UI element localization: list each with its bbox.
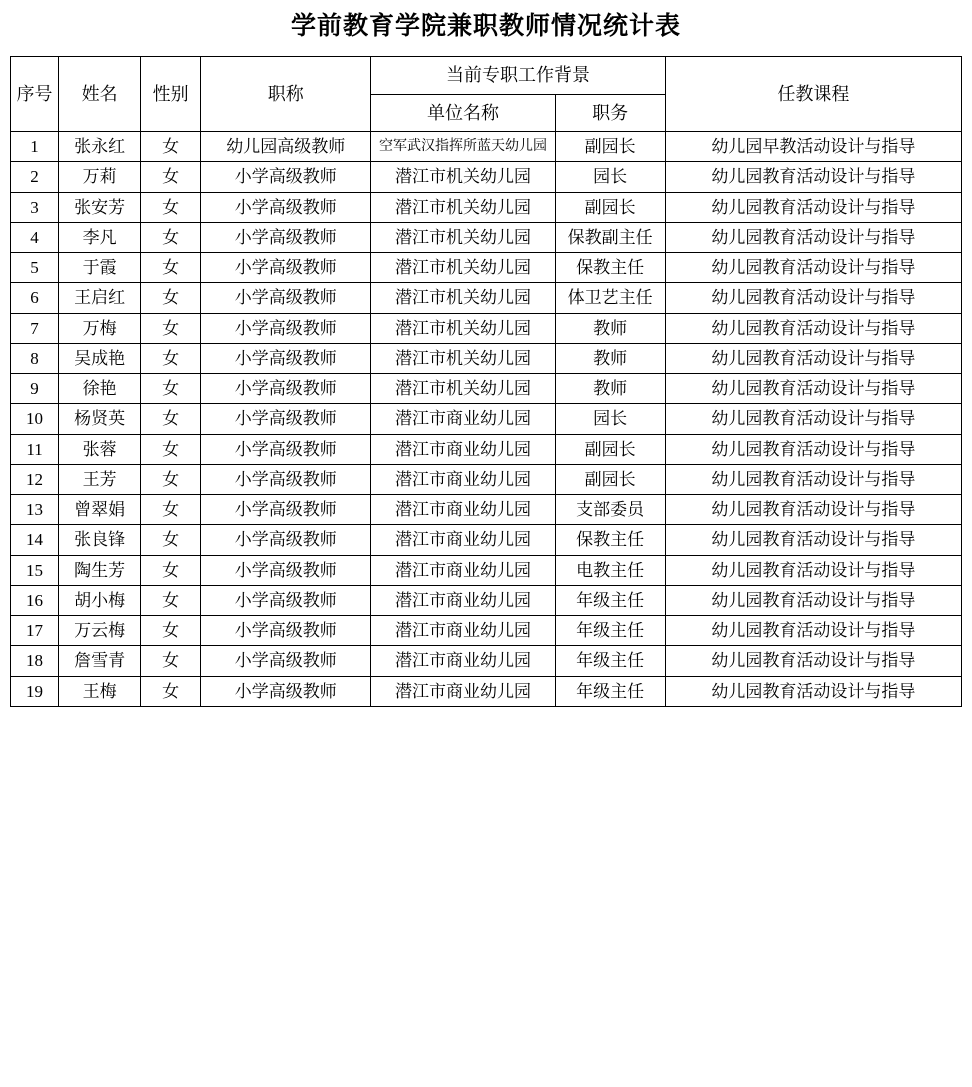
table-row xyxy=(11,464,962,494)
cell-position: 园长 xyxy=(555,404,665,434)
cell-course: 幼儿园教育活动设计与指导 xyxy=(665,283,961,313)
cell-unit: 潜江市商业幼儿园 xyxy=(371,555,555,585)
table-body xyxy=(11,132,962,707)
cell-unit: 潜江市机关幼儿园 xyxy=(371,162,555,192)
cell-index: 15 xyxy=(11,555,59,585)
cell-name: 陶生芳 xyxy=(59,555,141,585)
cell-job-title: 小学高级教师 xyxy=(201,162,371,192)
cell-position: 园长 xyxy=(555,162,665,192)
cell-course: 幼儿园教育活动设计与指导 xyxy=(665,343,961,373)
cell-index: 17 xyxy=(11,616,59,646)
cell-unit: 潜江市机关幼儿园 xyxy=(371,313,555,343)
cell-name: 吴成艳 xyxy=(59,343,141,373)
cell-job-title: 小学高级教师 xyxy=(201,192,371,222)
cell-index: 19 xyxy=(11,676,59,706)
cell-gender: 女 xyxy=(141,374,201,404)
cell-index: 11 xyxy=(11,434,59,464)
table-row xyxy=(11,555,962,585)
cell-gender: 女 xyxy=(141,313,201,343)
cell-job-title: 小学高级教师 xyxy=(201,313,371,343)
cell-course: 幼儿园教育活动设计与指导 xyxy=(665,162,961,192)
column-header-background-group: 当前专职工作背景 xyxy=(371,57,665,95)
cell-index: 14 xyxy=(11,525,59,555)
table-row xyxy=(11,253,962,283)
cell-course: 幼儿园教育活动设计与指导 xyxy=(665,374,961,404)
cell-unit: 潜江市机关幼儿园 xyxy=(371,374,555,404)
cell-position: 副园长 xyxy=(555,132,665,162)
cell-gender: 女 xyxy=(141,616,201,646)
cell-unit: 潜江市机关幼儿园 xyxy=(371,222,555,252)
cell-index: 6 xyxy=(11,283,59,313)
cell-index: 3 xyxy=(11,192,59,222)
cell-gender: 女 xyxy=(141,253,201,283)
cell-unit: 潜江市商业幼儿园 xyxy=(371,585,555,615)
cell-name: 詹雪青 xyxy=(59,646,141,676)
table-header-row-1 xyxy=(11,57,962,95)
cell-position: 年级主任 xyxy=(555,676,665,706)
cell-position: 保教副主任 xyxy=(555,222,665,252)
cell-index: 16 xyxy=(11,585,59,615)
table-row xyxy=(11,585,962,615)
cell-unit xyxy=(371,132,555,162)
cell-course: 幼儿园教育活动设计与指导 xyxy=(665,555,961,585)
column-header-name: 姓名 xyxy=(59,57,141,132)
cell-gender: 女 xyxy=(141,283,201,313)
cell-unit: 潜江市商业幼儿园 xyxy=(371,404,555,434)
cell-name: 徐艳 xyxy=(59,374,141,404)
cell-name: 张永红 xyxy=(59,132,141,162)
cell-gender: 女 xyxy=(141,525,201,555)
table-row xyxy=(11,283,962,313)
cell-gender: 女 xyxy=(141,222,201,252)
cell-name: 王梅 xyxy=(59,676,141,706)
cell-text: 空军武汉指挥所蓝天幼儿园 xyxy=(378,138,547,154)
cell-course: 幼儿园教育活动设计与指导 xyxy=(665,616,961,646)
cell-job-title: 小学高级教师 xyxy=(201,404,371,434)
cell-index: 8 xyxy=(11,343,59,373)
cell-position: 支部委员 xyxy=(555,495,665,525)
cell-course: 幼儿园教育活动设计与指导 xyxy=(665,404,961,434)
cell-position: 副园长 xyxy=(555,434,665,464)
table-row xyxy=(11,192,962,222)
table-row xyxy=(11,404,962,434)
cell-name: 王启红 xyxy=(59,283,141,313)
cell-index: 18 xyxy=(11,646,59,676)
cell-job-title: 小学高级教师 xyxy=(201,525,371,555)
cell-gender: 女 xyxy=(141,132,201,162)
table-row xyxy=(11,525,962,555)
cell-course: 幼儿园教育活动设计与指导 xyxy=(665,222,961,252)
cell-index: 1 xyxy=(11,132,59,162)
cell-job-title: 幼儿园高级教师 xyxy=(201,132,371,162)
cell-index: 13 xyxy=(11,495,59,525)
page-title: 学前教育学院兼职教师情况统计表 xyxy=(290,13,681,40)
cell-unit: 潜江市商业幼儿园 xyxy=(371,676,555,706)
cell-index: 7 xyxy=(11,313,59,343)
cell-position: 副园长 xyxy=(555,464,665,494)
cell-gender: 女 xyxy=(141,646,201,676)
cell-job-title: 小学高级教师 xyxy=(201,676,371,706)
cell-gender: 女 xyxy=(141,404,201,434)
cell-unit: 潜江市商业幼儿园 xyxy=(371,646,555,676)
cell-unit: 潜江市商业幼儿园 xyxy=(371,464,555,494)
cell-job-title: 小学高级教师 xyxy=(201,253,371,283)
column-header-job-title: 职称 xyxy=(201,57,371,132)
cell-job-title: 小学高级教师 xyxy=(201,646,371,676)
cell-course: 幼儿园教育活动设计与指导 xyxy=(665,192,961,222)
cell-course: 幼儿园教育活动设计与指导 xyxy=(665,464,961,494)
cell-position: 副园长 xyxy=(555,192,665,222)
cell-job-title: 小学高级教师 xyxy=(201,374,371,404)
cell-job-title: 小学高级教师 xyxy=(201,434,371,464)
cell-job-title: 小学高级教师 xyxy=(201,616,371,646)
cell-position: 年级主任 xyxy=(555,646,665,676)
table-row xyxy=(11,434,962,464)
cell-gender: 女 xyxy=(141,585,201,615)
cell-position: 年级主任 xyxy=(555,585,665,615)
cell-index: 9 xyxy=(11,374,59,404)
column-header-course: 任教课程 xyxy=(665,57,961,132)
cell-unit: 潜江市商业幼儿园 xyxy=(371,495,555,525)
cell-gender: 女 xyxy=(141,343,201,373)
cell-name: 张安芳 xyxy=(59,192,141,222)
cell-name: 万莉 xyxy=(59,162,141,192)
cell-position: 教师 xyxy=(555,313,665,343)
cell-gender: 女 xyxy=(141,434,201,464)
cell-gender: 女 xyxy=(141,495,201,525)
cell-position: 年级主任 xyxy=(555,616,665,646)
cell-job-title: 小学高级教师 xyxy=(201,585,371,615)
cell-job-title: 小学高级教师 xyxy=(201,283,371,313)
cell-job-title: 小学高级教师 xyxy=(201,495,371,525)
table-row xyxy=(11,132,962,162)
cell-index: 5 xyxy=(11,253,59,283)
cell-unit: 潜江市商业幼儿园 xyxy=(371,616,555,646)
cell-index: 4 xyxy=(11,222,59,252)
cell-name: 于霞 xyxy=(59,253,141,283)
cell-gender: 女 xyxy=(141,676,201,706)
table-row xyxy=(11,374,962,404)
cell-course: 幼儿园教育活动设计与指导 xyxy=(665,434,961,464)
cell-unit: 潜江市机关幼儿园 xyxy=(371,253,555,283)
table-row xyxy=(11,676,962,706)
cell-course: 幼儿园教育活动设计与指导 xyxy=(665,495,961,525)
cell-name: 万梅 xyxy=(59,313,141,343)
cell-job-title: 小学高级教师 xyxy=(201,464,371,494)
cell-position: 教师 xyxy=(555,374,665,404)
table-row xyxy=(11,616,962,646)
cell-course: 幼儿园教育活动设计与指导 xyxy=(665,646,961,676)
part-time-teacher-table xyxy=(10,56,962,707)
cell-job-title: 小学高级教师 xyxy=(201,343,371,373)
cell-position: 电教主任 xyxy=(555,555,665,585)
cell-name: 李凡 xyxy=(59,222,141,252)
table-row xyxy=(11,222,962,252)
cell-course: 幼儿园教育活动设计与指导 xyxy=(665,585,961,615)
cell-course: 幼儿园教育活动设计与指导 xyxy=(665,253,961,283)
cell-position: 保教主任 xyxy=(555,525,665,555)
cell-name: 杨贤英 xyxy=(59,404,141,434)
column-header-gender: 性别 xyxy=(141,57,201,132)
table-row xyxy=(11,495,962,525)
cell-name: 胡小梅 xyxy=(59,585,141,615)
cell-unit: 潜江市商业幼儿园 xyxy=(371,525,555,555)
cell-name: 张蓉 xyxy=(59,434,141,464)
cell-course: 幼儿园教育活动设计与指导 xyxy=(665,525,961,555)
cell-position: 教师 xyxy=(555,343,665,373)
cell-unit: 潜江市商业幼儿园 xyxy=(371,434,555,464)
cell-name: 王芳 xyxy=(59,464,141,494)
cell-index: 10 xyxy=(11,404,59,434)
table-header xyxy=(11,57,962,132)
cell-position: 保教主任 xyxy=(555,253,665,283)
cell-name: 张良锋 xyxy=(59,525,141,555)
table-row xyxy=(11,646,962,676)
column-header-unit: 单位名称 xyxy=(371,94,555,132)
cell-gender: 女 xyxy=(141,555,201,585)
cell-unit: 潜江市机关幼儿园 xyxy=(371,343,555,373)
cell-course: 幼儿园早教活动设计与指导 xyxy=(665,132,961,162)
cell-gender: 女 xyxy=(141,162,201,192)
table-row xyxy=(11,162,962,192)
cell-index: 2 xyxy=(11,162,59,192)
cell-index: 12 xyxy=(11,464,59,494)
cell-name: 曾翠娟 xyxy=(59,495,141,525)
table-row xyxy=(11,343,962,373)
column-header-position: 职务 xyxy=(555,94,665,132)
cell-unit: 潜江市机关幼儿园 xyxy=(371,192,555,222)
cell-gender: 女 xyxy=(141,464,201,494)
cell-job-title: 小学高级教师 xyxy=(201,222,371,252)
cell-position: 体卫艺主任 xyxy=(555,283,665,313)
column-header-index: 序号 xyxy=(11,57,59,132)
cell-gender: 女 xyxy=(141,192,201,222)
cell-unit: 潜江市机关幼儿园 xyxy=(371,283,555,313)
cell-course: 幼儿园教育活动设计与指导 xyxy=(665,676,961,706)
cell-course: 幼儿园教育活动设计与指导 xyxy=(665,313,961,343)
cell-job-title: 小学高级教师 xyxy=(201,555,371,585)
table-row xyxy=(11,313,962,343)
cell-name: 万云梅 xyxy=(59,616,141,646)
